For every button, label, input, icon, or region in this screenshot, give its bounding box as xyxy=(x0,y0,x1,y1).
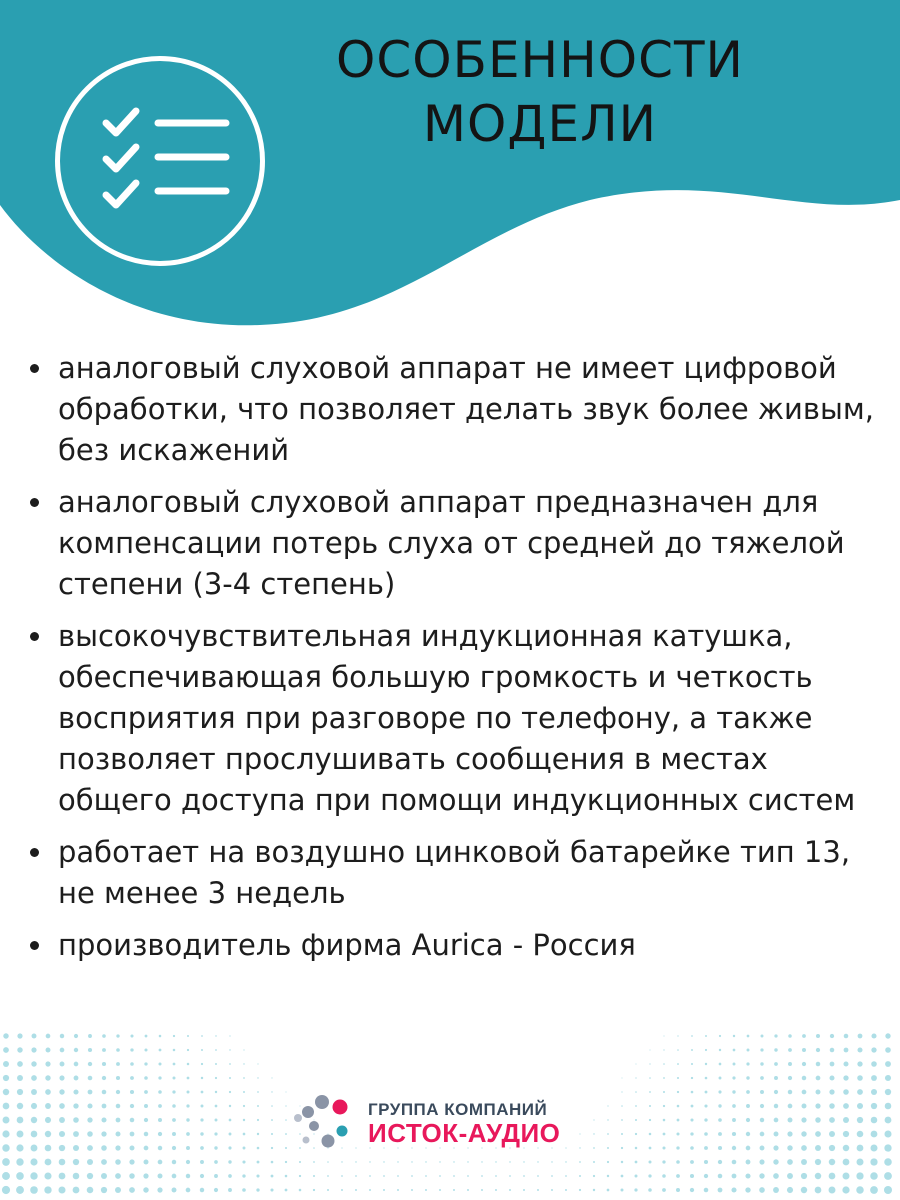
page-title xyxy=(270,28,810,156)
bullet-icon xyxy=(30,364,39,373)
logo-mark-icon xyxy=(292,1092,362,1152)
title-line-1: ОСОБЕННОСТИ xyxy=(336,31,744,89)
logo-company-name: ИСТОК-АУДИО xyxy=(368,1118,561,1148)
bullet-icon xyxy=(30,632,39,641)
list-item xyxy=(28,348,878,471)
feature-text: высокочувствительная индукционная катушка, обеспечивающая большую громкость и четкость восприятия при разговоре по телефону, а также позволяет прослушивать сообщения в местах общего доступа при помощи индукционных систем xyxy=(58,619,856,817)
feature-text: работает на воздушно цинковой батарейке тип 13, не менее 3 недель xyxy=(58,835,851,910)
list-item xyxy=(28,616,878,821)
bullet-icon xyxy=(30,941,39,950)
bullet-icon xyxy=(30,498,39,507)
list-item xyxy=(28,482,878,605)
bullet-icon xyxy=(30,848,39,857)
feature-text: производитель фирма Aurica - Россия xyxy=(58,928,636,962)
feature-text: аналоговый слуховой аппарат предназначен для компенсации потерь слуха от средней до тяжелой степени (3-4 степень) xyxy=(58,485,845,601)
list-item xyxy=(28,832,878,914)
checklist-badge xyxy=(55,56,265,266)
logo-subtitle: ГРУППА КОМПАНИЙ xyxy=(368,1100,548,1119)
title-line-2: МОДЕЛИ xyxy=(422,95,658,153)
feature-list xyxy=(28,348,878,977)
list-item xyxy=(28,925,878,966)
feature-text: аналоговый слуховой аппарат не имеет цифровой обработки, что позволяет делать звук более живым, без искажений xyxy=(58,351,874,467)
company-logo xyxy=(292,1092,592,1152)
checklist-icon xyxy=(60,61,260,261)
